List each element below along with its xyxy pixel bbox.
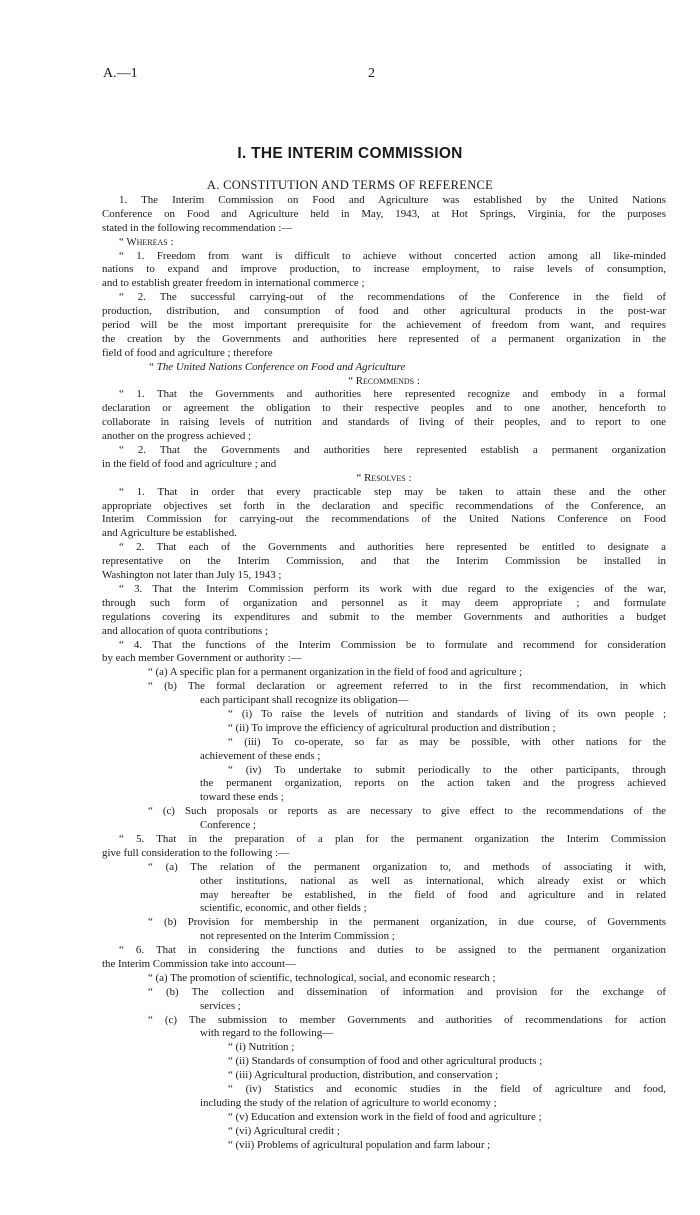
text-line: with regard to the following—	[200, 1027, 334, 1040]
text-line: “ (iii) To co-operate, so far as may be possible, with other nations for the	[228, 735, 666, 748]
section-subtitle: A. CONSTITUTION AND TERMS OF REFERENCE	[206, 178, 494, 192]
text-line: “ (c) The submission to member Governments and authorities of recommendations for action	[148, 1013, 666, 1026]
text-line: production, distribution, and consumption of food and other agricultural products in the post-war	[102, 305, 666, 318]
text-line: collaborate in raising levels of nutrition and standards of living of their peoples, and to report to one	[102, 416, 666, 429]
text-line: “ (iv) To undertake to submit periodically to the other participants, through	[228, 763, 666, 776]
text-line: “ 3. That the Interim Commission perform its work with due regard to the exigencies of the war,	[119, 582, 666, 595]
text-line: “ (v) Education and extension work in the field of food and agriculture ;	[228, 1110, 542, 1123]
text-line: appropriate objectives set forth in the declaration and specific recommendations of the Conference, an	[102, 499, 666, 512]
text-line: give full consideration to the following :—	[102, 846, 289, 859]
document-body	[102, 194, 666, 1152]
text-line: services ;	[200, 999, 241, 1012]
text-line: “ (iv) Statistics and economic studies in the field of agriculture and food,	[228, 1083, 666, 1095]
text-line: field of food and agriculture ; therefore	[102, 346, 273, 359]
section-title: I. THE INTERIM COMMISSION	[237, 145, 463, 162]
text-line: “ (b) Provision for membership in the permanent organization, in due course, of Governments	[148, 916, 666, 929]
text-line: “ (b) The collection and dissemination of information and provision for the exchange of	[148, 985, 666, 998]
text-line: “ 1. That the Governments and authorities here represented recognize and embody in a formal	[119, 388, 666, 401]
text-line: nations to expand and improve production, to increase employment, to raise levels of consumption,	[102, 263, 666, 276]
text-line: period will be the most important prerequisite for the achievement of freedom from want, and requires	[102, 319, 666, 332]
text-line: other institutions, national as well as international, which already exist or which	[200, 874, 666, 887]
text-line: “ Recommends :	[348, 374, 420, 387]
text-line: including the study of the relation of agriculture to world economy ;	[200, 1096, 497, 1109]
text-line: Conference on Food and Agriculture held in May, 1943, at Hot Springs, Virginia, for the purposes	[102, 207, 666, 220]
text-line: “ 2. That the Governments and authorities here represented establish a permanent organization	[119, 444, 666, 457]
text-line: “ (iii) Agricultural production, distribution, and conservation ;	[228, 1069, 499, 1082]
text-line: “ The United Nations Conference on Food and Agriculture	[148, 360, 406, 373]
text-line: regulations covering its expenditures and submit to the member Governments and authorities a budget	[102, 610, 666, 623]
text-line: “ 2. That each of the Governments and authorities here represented be entitled to designate a	[119, 541, 666, 554]
text-line: “ Resolves :	[356, 471, 412, 484]
text-line: the Interim Commission take into account—	[102, 957, 296, 970]
text-line: “ (i) To raise the levels of nutrition and standards of living of its own people ;	[228, 707, 666, 720]
text-line: the creation by the Governments and authorities here represented of a permanent organization in the	[102, 332, 666, 345]
page-header-series: A.—1	[103, 66, 138, 81]
text-line: not represented on the Interim Commission ;	[200, 930, 395, 943]
text-line: scientific, economic, and other fields ;	[200, 902, 367, 915]
text-line: declaration or agreement the obligation to their respective peoples and to one another, henceforth to	[102, 402, 666, 415]
text-line: representative on the Interim Commission, and that the Interim Commission be installed in	[102, 555, 666, 568]
text-line: “ (vi) Agricultural credit ;	[228, 1124, 340, 1137]
text-line: “ (b) The formal declaration or agreement referred to in the first recommendation, in which	[148, 680, 666, 693]
text-line: “ (a) The promotion of scientific, technological, social, and economic research ;	[148, 971, 496, 984]
text-line: “ (ii) To improve the efficiency of agricultural production and distribution ;	[228, 721, 556, 734]
text-line: “ 6. That in considering the functions and duties to be assigned to the permanent organization	[119, 944, 666, 957]
text-line: each participant shall recognize its obligation—	[200, 694, 409, 707]
text-line: “ 5. That in the preparation of a plan for the permanent organization the Interim Commission	[119, 832, 666, 845]
text-line: toward these ends ;	[200, 791, 284, 804]
text-line: “ Whereas :	[119, 235, 174, 248]
text-line: and allocation of quota contributions ;	[102, 624, 269, 637]
text-line: the permanent organization, reports on the action taken and the progress achieved	[200, 777, 666, 790]
text-line: achievement of these ends ;	[200, 749, 321, 762]
text-line: stated in the following recommendation :—	[102, 221, 293, 234]
text-line: “ 2. The successful carrying-out of the recommendations of the Conference in the field of	[119, 291, 666, 304]
text-line: Washington not later than July 15, 1943 ;	[102, 569, 282, 582]
text-line: by each member Government or authority :—	[102, 652, 302, 665]
text-line: “ (i) Nutrition ;	[228, 1041, 295, 1054]
text-line: and Agriculture be established.	[102, 527, 237, 540]
text-line: “ 1. That in order that every practicable step may be taken to attain these and the other	[119, 485, 666, 498]
page-number: 2	[368, 66, 375, 81]
text-line: “ (ii) Standards of consumption of food and other agricultural products ;	[228, 1055, 543, 1068]
text-line: “ (c) Such proposals or reports as are necessary to give effect to the recommendations of the	[148, 805, 666, 818]
text-line: “ 1. Freedom from want is difficult to achieve without concerted action among all like-minded	[119, 249, 666, 262]
text-line: “ (a) A specific plan for a permanent organization in the field of food and agriculture ;	[148, 666, 523, 679]
text-line: may hereafter be established, in the field of food and agriculture and in related	[200, 888, 666, 901]
text-line: Interim Commission for carrying-out the recommendations of the United Nations Conference on Food	[102, 513, 666, 526]
text-line: and to establish greater freedom in international commerce ;	[102, 277, 365, 290]
text-line: “ (vii) Problems of agricultural population and farm labour ;	[228, 1138, 491, 1151]
text-line: through such form of organization and personnel as it may deem appropriate ; and formulate	[102, 596, 666, 609]
text-line: in the field of food and agriculture ; and	[102, 457, 277, 470]
text-line: Conference ;	[200, 819, 256, 832]
text-line: “ (a) The relation of the permanent organization to, and methods of associating it with,	[148, 860, 666, 873]
text-line: another on the progress achieved ;	[102, 430, 252, 443]
text-line: “ 4. That the functions of the Interim Commission be to formulate and recommend for consideration	[119, 638, 666, 651]
text-line: 1. The Interim Commission on Food and Agriculture was established by the United Nations	[119, 194, 666, 206]
